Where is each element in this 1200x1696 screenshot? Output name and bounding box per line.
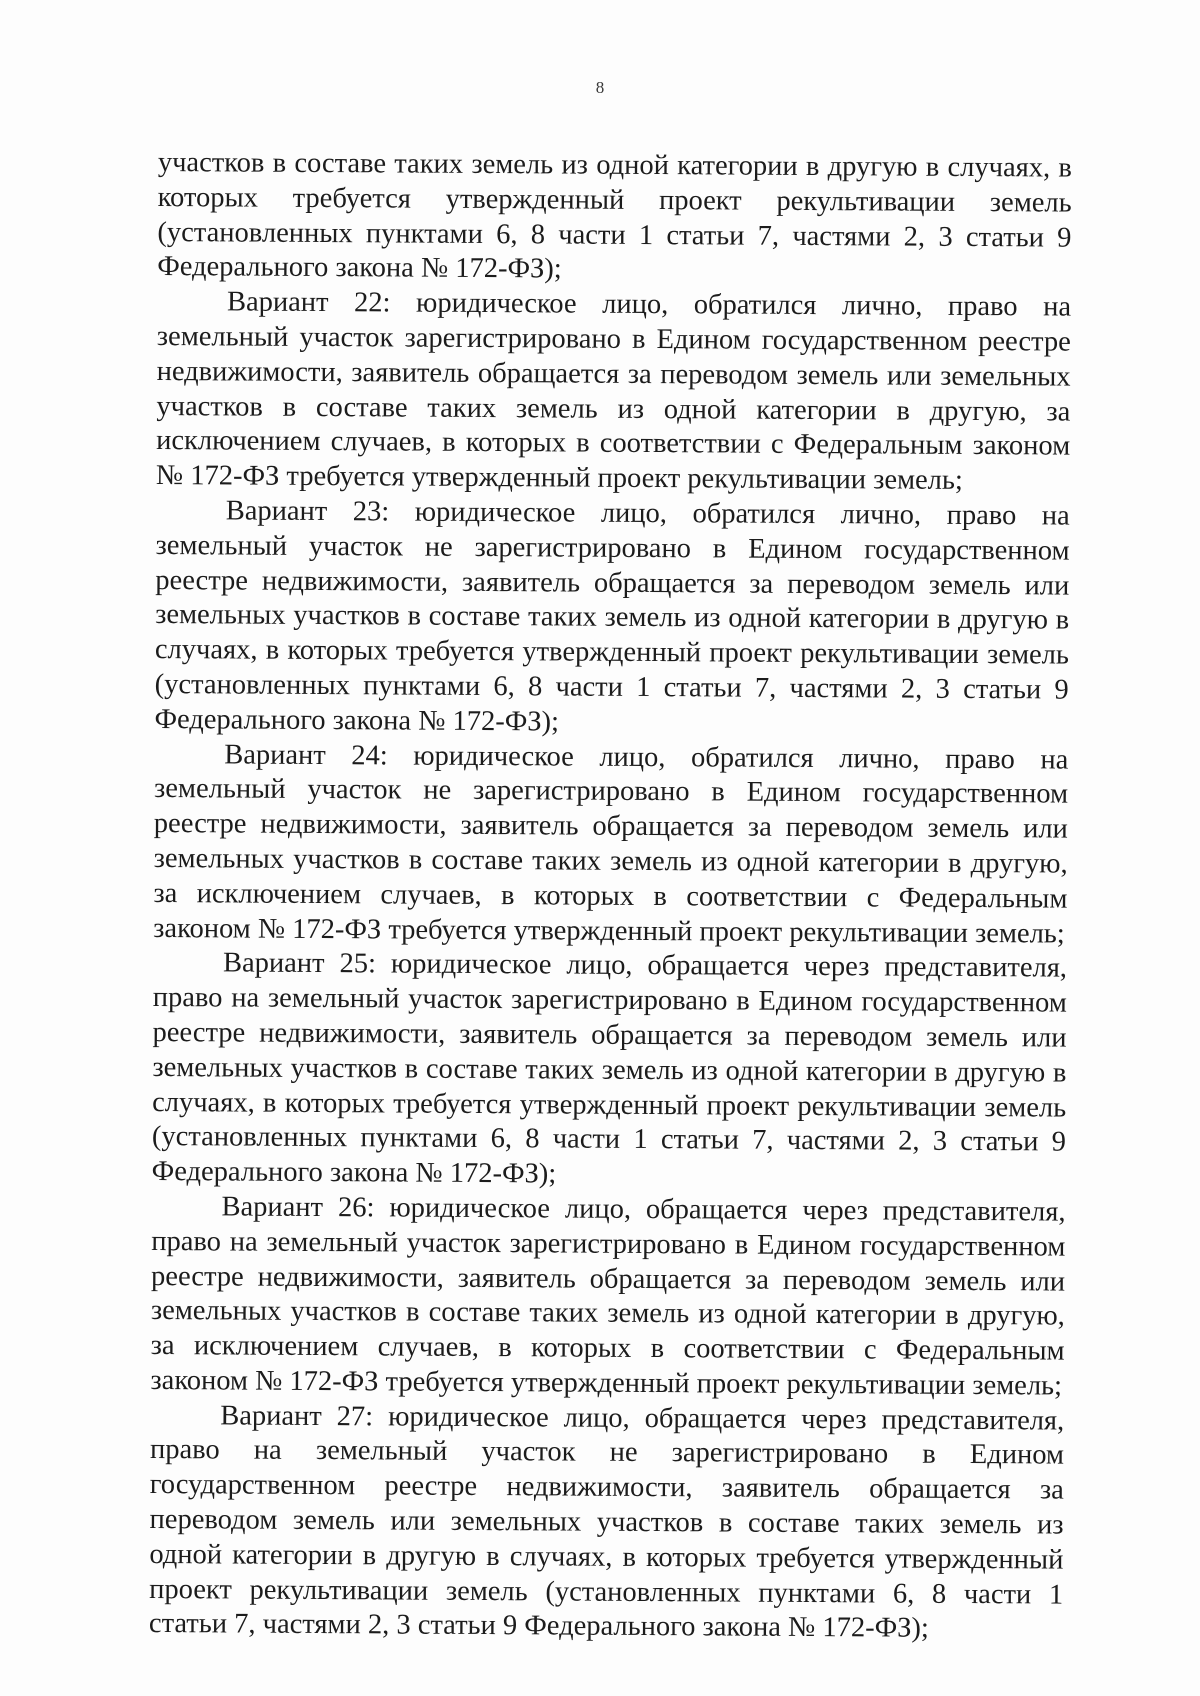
document-body [149, 146, 1072, 1648]
paragraph-variant-25: Вариант 25: юридическое лицо, обращается через представителя, право на земельный участок зарегистрировано в Едином государственном реестре недвижимости, заявитель обращается за переводом земель или земельных участков в составе таких земель из одной категории в другую в случаях, в которых требуется утвержденный проект рекультивации земель (установленных пунктами 6, 8 части 1 статьи 7, частями 2, 3 статьи 9 Федерального закона № 172-ФЗ); [151, 947, 1068, 1190]
paragraph-variant-27: Вариант 27: юридическое лицо, обращается через представителя, право на земельный участок не зарегистрировано в Едином государственном реестре недвижимости, заявитель обращается за переводом земель или земельных участков в составе таких земель из одной категории в другую в случаях, в которых требуется утвержденный проект рекультивации земель (установленных пунктами 6, 8 части 1 статьи 7, частями 2, 3 статьи 9 Федерального закона № 172-ФЗ); [148, 1400, 1065, 1645]
page-number: 8 [595, 78, 605, 97]
paragraph-variant-26: Вариант 26: юридическое лицо, обращается через представителя, право на земельный участок зарегистрировано в Едином государственном реестре недвижимости, заявитель обращается за переводом земель или земельных участков в составе таких земель из одной категории в другую, за исключением случаев, в которых в соответствии с Федеральным законом № 172-ФЗ требуется утвержденный проект рекультивации земель; [150, 1191, 1066, 1402]
paragraph-variant-23: Вариант 23: юридическое лицо, обратился лично, право на земельный участок не зарегистрировано в Едином государственном реестре недвижимости, заявитель обращается за переводом земель или земельных участков в составе таких земель из одной категории в другую в случаях, в которых требуется утвержденный проект рекультивации земель (установленных пунктами 6, 8 части 1 статьи 7, частями 2, 3 статьи 9 Федерального закона № 172-ФЗ); [154, 495, 1070, 738]
paragraph-variant-22: Вариант 22: юридическое лицо, обратился лично, право на земельный участок зарегистрировано в Едином государственном реестре недвижимости, заявитель обращается за переводом земель или земельных участков в составе таких земель из одной категории в другую, за исключением случаев, в которых в соответствии с Федеральным законом № 172-ФЗ требуется утвержденный проект рекультивации земель; [155, 286, 1072, 497]
paragraph-variant-24: Вариант 24: юридическое лицо, обратился лично, право на земельный участок не зарегистрировано в Едином государственном реестре недвижимости, заявитель обращается за переводом земель или земельных участков в составе таких земель из одной категории в другую, за исключением случаев, в которых в соответствии с Федеральным законом № 172-ФЗ требуется утвержденный проект рекультивации земель; [153, 738, 1069, 950]
paragraph-continued: участков в составе таких земель из одной категории в другую в случаях, в которых требуется утвержденный проект рекультивации земель (установленных пунктами 6, 8 части 1 статьи 7, частями 2, 3 статьи 9 Федерального закона № 172-ФЗ); [157, 146, 1072, 285]
